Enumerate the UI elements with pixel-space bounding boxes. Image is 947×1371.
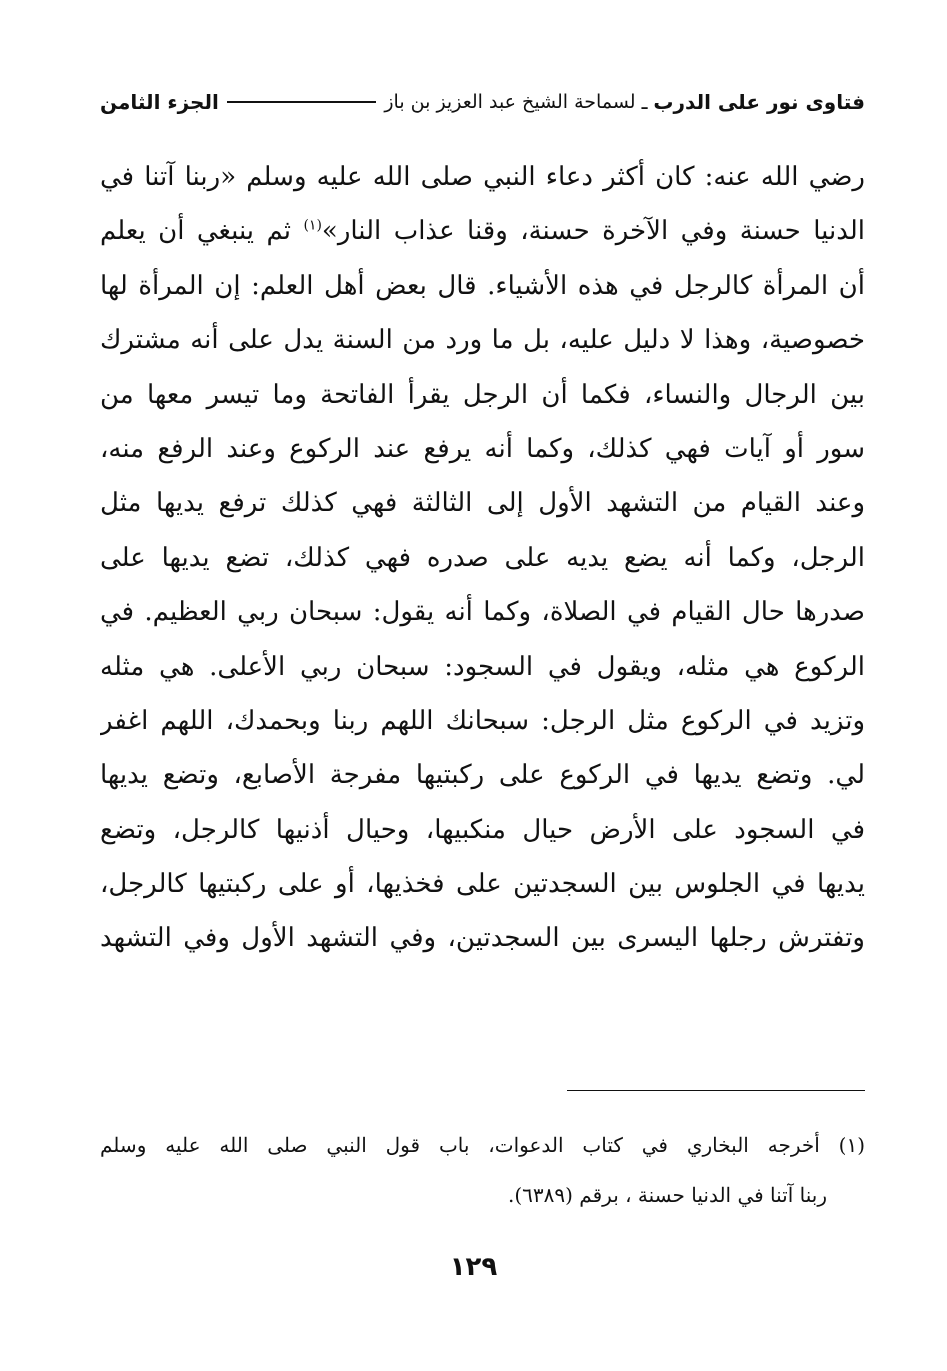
- text-line: لي. وتضع يديها في الركوع على ركبتيها مفرجة الأصابع، وتضع يديها: [100, 760, 865, 791]
- text-line: سور أو آيات فهي كذلك، وكما أنه يرفع عند الركوع وعند الرفع منه،: [100, 433, 865, 464]
- text-line: رضي الله عنه: كان أكثر دعاء النبي صلى الله عليه وسلم «ربنا آتنا في: [100, 162, 865, 192]
- text-segment: الدنيا حسنة وفي الآخرة حسنة، وقنا عذاب النار»: [321, 216, 865, 247]
- text-line: خصوصية، وهذا لا دليل عليه، بل ما ورد من السنة يدل على أنه مشترك: [100, 325, 865, 356]
- text-line: الركوع هي مثله، ويقول في السجود: سبحان ربي الأعلى. هي مثله: [100, 651, 865, 682]
- text-line: وتزيد في الركوع مثل الرجل: سبحانك اللهم ربنا وبحمدك، اللهم اغفر: [100, 705, 865, 736]
- text-segment: ثم ينبغي أن يعلم: [100, 216, 291, 247]
- running-header: [100, 84, 865, 120]
- author-name: لسماحة الشيخ عبد العزيز بن باز: [384, 91, 636, 113]
- footnote-reference: (١): [303, 217, 322, 234]
- text-line: وتفترش رجلها اليسرى بين السجدتين، وفي التشهد الأول وفي التشهد: [100, 923, 865, 954]
- book-title: فتاوى نور على الدرب: [653, 90, 865, 114]
- text-line: يديها في الجلوس بين السجدتين على فخذيها، أو على ركبتيها كالرجل،: [100, 869, 865, 900]
- footnote-line: ربنا آتنا في الدنيا حسنة ، برقم (٦٣٨٩).: [507, 1183, 827, 1207]
- text-line: في السجود على الأرض حيال منكبيها، وحيال أذنيها كالرجل، وتضع: [100, 814, 865, 845]
- text-line: الرجل، وكما أنه يضع يديه على صدره فهي كذلك، تضع يديها على: [100, 542, 865, 573]
- volume-part: الجزء الثامن: [100, 90, 219, 114]
- text-line: صدرها حال القيام في الصلاة، وكما أنه يقول: سبحان ربي العظيم. في: [100, 597, 865, 628]
- text-line: وعند القيام من التشهد الأول إلى الثالثة فهي كذلك ترفع يديها مثل: [100, 488, 865, 519]
- header-rule: [227, 101, 377, 103]
- footnotes: [100, 1120, 865, 1220]
- footnote-separator: [567, 1090, 865, 1091]
- text-line: أن المرأة كالرجل في هذه الأشياء. قال بعض أهل العلم: إن المرأة لها: [100, 270, 865, 301]
- footnote-line: (١) أخرجه البخاري في كتاب الدعوات، باب قول النبي صلى الله عليه وسلم: [100, 1133, 865, 1157]
- text-line: بين الرجال والنساء، فكما أن الرجل يقرأ الفاتحة وما تيسر معها من: [100, 379, 865, 410]
- header-dash: ـ: [641, 90, 648, 114]
- page-number: ١٢٩: [449, 1252, 498, 1282]
- text-line-with-footnote: [100, 204, 865, 258]
- main-text: [100, 150, 865, 966]
